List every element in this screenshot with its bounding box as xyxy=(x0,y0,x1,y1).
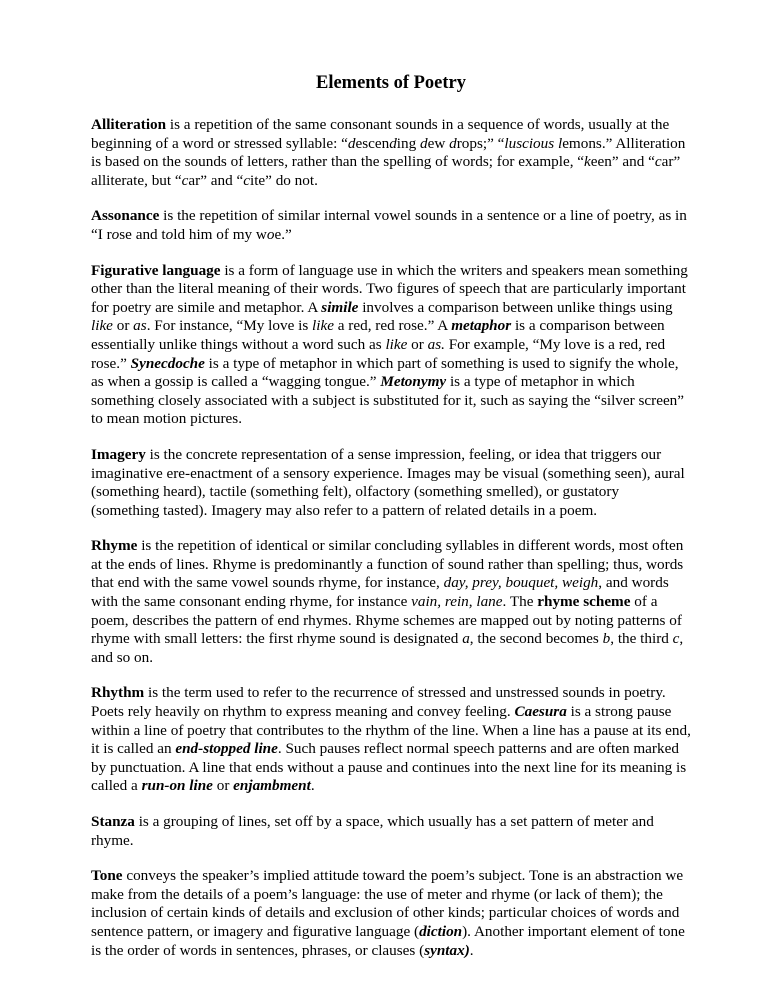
term-text: Metonymy xyxy=(380,373,447,391)
body-text: , and words with the same consonant ending rhyme, for instance xyxy=(91,574,669,611)
term-text: like xyxy=(312,317,334,335)
term-text: d xyxy=(449,134,457,152)
term-text: o xyxy=(266,225,275,243)
term-text: d xyxy=(420,134,428,152)
term-text: c xyxy=(672,630,680,648)
term-text: run-on line xyxy=(141,777,213,795)
term-text: Rhyme xyxy=(91,537,138,555)
body-text: involves a comparison between unlike things using xyxy=(358,298,673,316)
term-text: k xyxy=(584,153,591,171)
body-text: . The xyxy=(502,593,538,611)
body-text: ew xyxy=(427,134,450,152)
term-text: o xyxy=(111,225,120,243)
term-text: d xyxy=(389,134,397,152)
term-text: as xyxy=(133,317,147,335)
term-text: Stanza xyxy=(91,813,135,830)
body-text: or xyxy=(212,777,234,795)
term-text: like xyxy=(385,335,408,353)
document-body xyxy=(91,116,691,960)
body-text: . xyxy=(469,941,474,959)
body-text: ar” and “ xyxy=(188,171,244,189)
body-text: conveys the speaker’s implied attitude toward the poem’s subject. Tone is an abstraction we make from the details of a poem’s language: the use of meter and rhyme (or lack of them); the inclusion of certain kinds of details and exclusion of other kinds; particular choices of words and sentence pattern, or imagery and figurative language ( xyxy=(91,867,684,940)
body-text: e.” xyxy=(274,225,292,243)
term-text: Rhythm xyxy=(91,684,145,702)
term-text: Caesura xyxy=(514,703,567,721)
term-text: vain, rein, lane xyxy=(411,593,503,611)
term-text: Imagery xyxy=(91,445,146,463)
body-text: is a type of metaphor in which something closely associated with a subject is substituted for it, such as saying the “silver screen” to mean motion pictures. xyxy=(91,373,685,428)
body-text: of a poem, describes the pattern of end rhymes. Rhyme schemes are mapped out by noting patterns of rhyme with small letters: the first rhyme sound is designated xyxy=(91,593,682,648)
term-text: o xyxy=(165,225,174,243)
body-text: ite” do not. xyxy=(249,171,318,189)
term-text: end-stopped line xyxy=(175,740,278,758)
term-text: metaphor xyxy=(451,317,512,335)
term-text: rhyme scheme xyxy=(537,593,631,611)
body-text: , the third xyxy=(610,630,673,648)
term-text: c xyxy=(243,171,250,189)
term-text: luscious l xyxy=(504,134,563,152)
body-text: , the second becomes xyxy=(469,630,603,648)
term-text: as. xyxy=(427,335,445,353)
body-text: . Such pauses reflect normal speech patterns and are often marked by punctuation. A line that ends without a pause and continues into the next line for its meaning is called a xyxy=(91,740,687,795)
body-text: is a form of language use in which the writers and speakers mean something other than the literal meaning of their words. Two figures of speech that are particularly important for poetry are simile and metaphor. A xyxy=(91,261,688,316)
term-text: diction xyxy=(419,922,463,940)
term-text: b xyxy=(602,630,611,648)
body-text: se and t xyxy=(119,225,166,243)
term-text: day, prey, bouquet, weigh xyxy=(443,574,599,592)
paragraph-stanza xyxy=(91,813,691,850)
body-text: is the term used to refer to the recurrence of stressed and unstressed sounds in poetry. Poets rely heavily on rhythm to express meaning and convey feeling. xyxy=(91,684,666,721)
paragraph-assonance xyxy=(91,207,691,244)
page-title: Elements of Poetry xyxy=(315,73,466,93)
body-text: is the repetition of identical or similar concluding syllables in different words, most often at the ends of lines. Rhyme is predominantly a function of sound rather than spelling; thus, words that end with the same vowel sounds rhyme, for instance, xyxy=(91,537,684,592)
body-text: ). Another important element of tone is the order of words in sentences, phrases, or clauses ( xyxy=(91,922,685,959)
body-text: is the repetition of similar internal vowel sounds in a sentence or a line of poetry, as in “I r xyxy=(91,207,687,243)
body-text: is a repetition of the same consonant sounds in a sequence of words, usually at the beginning of a word or stressed syllable: “ xyxy=(91,116,670,152)
term-text: Figurative language xyxy=(91,261,221,279)
body-text: rops;” “ xyxy=(456,134,505,152)
body-text: is a type of metaphor in which part of something is used to signify the whole, as when a gossip is called a “wagging tongue.” xyxy=(91,354,679,391)
term-text: enjambment xyxy=(233,777,311,795)
body-text: is a strong pause within a line of poetry that contributes to the rhythm of the line. When a line has a pause at its end, it is called an xyxy=(91,703,691,758)
term-text: c xyxy=(181,171,189,189)
body-text: ing xyxy=(396,134,421,152)
body-text: een” and “ xyxy=(590,153,655,171)
body-text: or xyxy=(112,317,134,335)
body-text: is the concrete representation of a sense impression, feeling, or idea that triggers our imaginative ere-enactment of a sensory experience. Images may be visual (something seen), aural (something heard), tactile (something felt), olfactory (something smelled), or gustatory (something tasted). Imagery may also refer to a pattern of related details in a poem. xyxy=(91,445,685,519)
term-text: Alliteration xyxy=(91,116,167,133)
body-text: emons.” Alliteration is based on the sounds of letters, rather than the spelling of words; for example, “ xyxy=(91,134,686,171)
body-text: is a grouping of lines, set off by a space, which usually has a set pattern of meter and rhyme. xyxy=(91,813,654,849)
paragraph-alliteration xyxy=(91,116,691,190)
paragraph-tone xyxy=(91,867,691,960)
document-page xyxy=(91,72,691,977)
term-text: Tone xyxy=(91,867,123,885)
body-text: escen xyxy=(355,134,390,152)
paragraph-rhyme xyxy=(91,537,691,667)
body-text: a red, red rose.” A xyxy=(333,317,452,335)
term-text: Synecdoche xyxy=(130,354,205,372)
term-text: d xyxy=(347,134,356,152)
term-text: Assonance xyxy=(91,207,160,225)
paragraph-rhythm xyxy=(91,684,691,796)
body-text: . xyxy=(310,777,315,795)
paragraph-figurative-language xyxy=(91,262,691,429)
body-text: , and so on. xyxy=(91,630,684,666)
term-text: c xyxy=(654,153,662,171)
paragraph-imagery xyxy=(91,446,691,520)
term-text: syntax) xyxy=(424,941,470,959)
body-text: is a comparison between essentially unlike things without a word such as xyxy=(91,317,665,353)
term-text: a xyxy=(462,630,470,648)
body-text: For example, “My love is a red, red rose.” xyxy=(91,335,666,372)
term-text: like xyxy=(91,317,113,335)
body-text: ar” alliterate, but “ xyxy=(91,153,681,189)
body-text: or xyxy=(407,335,428,353)
body-text: ld him of my w xyxy=(173,225,267,243)
term-text: simile xyxy=(321,298,359,316)
body-text: . For instance, “My love is xyxy=(146,317,313,335)
